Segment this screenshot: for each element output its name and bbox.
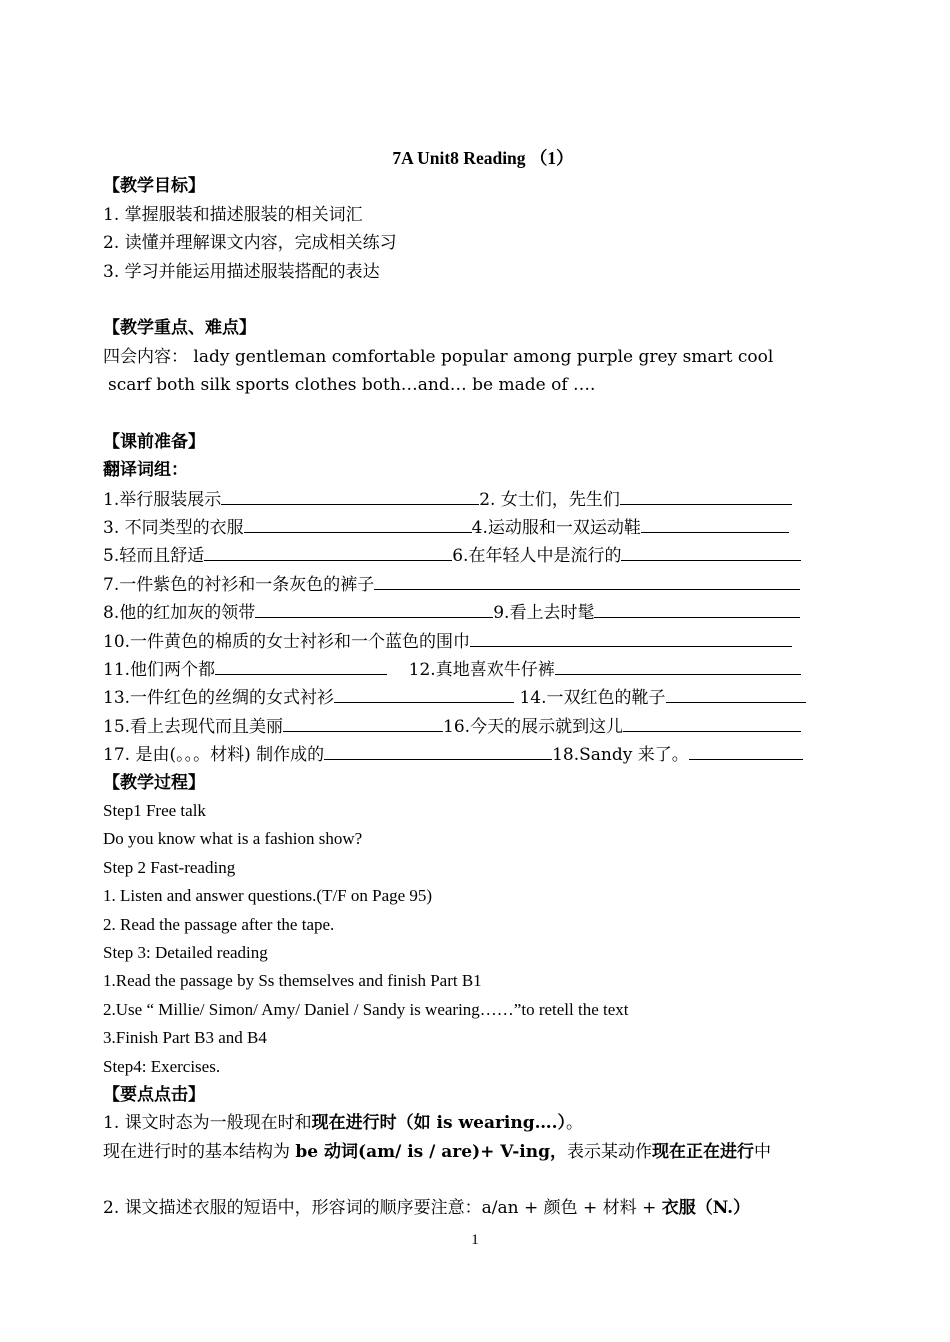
translation-row [103, 485, 863, 513]
phrase-prompt: 18.Sandy 来了。 [552, 745, 689, 766]
phrase-prompt: 16.今天的展示就到这儿 [443, 716, 624, 737]
process-step: Step4: Exercises. [103, 1056, 221, 1076]
translation-row [103, 740, 863, 768]
tip-text: 现在进行时的基本结构为 [103, 1141, 296, 1162]
tip-text: 表示某动作 [566, 1141, 652, 1162]
tip-text: 中 [753, 1141, 771, 1162]
translation-subheading: 翻译词组： [103, 460, 188, 481]
phrase-prompt: 12.真地喜欢牛仔裤 [408, 660, 555, 681]
answer-blank[interactable] [334, 683, 514, 703]
translation-row [103, 712, 863, 740]
answer-blank[interactable] [620, 485, 792, 505]
phrase-prompt: 4.运动服和一双运动鞋 [471, 518, 641, 539]
tips-heading: 【要点点击】 [103, 1084, 205, 1105]
answer-blank[interactable] [374, 570, 800, 590]
process-step: 1.Read the passage by Ss themselves and finish Part B1 [103, 971, 482, 991]
answer-blank[interactable] [689, 740, 803, 760]
key-points-vocab-line: scarf both silk sports clothes both…and… be made of …. [108, 375, 596, 396]
blank-line [103, 400, 863, 428]
phrase-prompt: 10.一件黄色的棉质的女士衬衫和一个蓝色的围巾 [103, 631, 471, 652]
tip-emphasis: 现在正在进行 [651, 1141, 754, 1162]
key-points-vocab-line: 四会内容： lady gentleman comfortable popular among purple grey smart cool [103, 346, 774, 367]
tip-paragraph [103, 1138, 863, 1166]
phrase-prompt: 1.举行服装展示 [103, 489, 222, 510]
objective-item: 2. 读懂并理解课文内容，完成相关练习 [103, 233, 397, 254]
answer-blank[interactable] [204, 541, 452, 561]
answer-blank[interactable] [215, 655, 387, 675]
phrase-prompt: 2. 女士们，先生们 [479, 489, 620, 510]
answer-blank[interactable] [470, 627, 792, 647]
phrase-prompt: 14.一双红色的靴子 [519, 688, 666, 709]
phrase-prompt: 15.看上去现代而且美丽 [103, 716, 284, 737]
process-step: 3.Finish Part B3 and B4 [103, 1028, 267, 1048]
phrase-prompt: 5.轻而且舒适 [103, 546, 205, 567]
tip-text: 2. 课文描述衣服的短语中，形容词的顺序要注意：a/an + 颜色 + 材料 + [103, 1198, 662, 1219]
process-heading: 【教学过程】 [103, 772, 205, 793]
answer-blank[interactable] [221, 485, 479, 505]
phrase-prompt: 7.一件紫色的衬衫和一条灰色的裤子 [103, 574, 375, 595]
process-step: 2.Use “ Millie/ Simon/ Amy/ Daniel / Sandy is wearing……”to retell the text [103, 999, 629, 1019]
answer-blank[interactable] [255, 598, 493, 618]
phrase-prompt: 6.在年轻人中是流行的 [452, 546, 622, 567]
phrase-prompt: 3. 不同类型的衣服 [103, 518, 244, 539]
page-number: 1 [471, 1232, 479, 1248]
tip-text: 1. 课文时态为一般现在时和 [103, 1113, 312, 1134]
answer-blank[interactable] [324, 740, 552, 760]
process-step: Step 3: Detailed reading [103, 942, 268, 962]
answer-blank[interactable] [283, 712, 443, 732]
tip-emphasis: 现在进行时（如 is wearing….） [311, 1113, 567, 1134]
process-step: 2. Read the passage after the tape. [103, 914, 335, 934]
objective-item: 3. 学习并能运用描述服装搭配的表达 [103, 261, 380, 282]
objective-item: 1. 掌握服装和描述服装的相关词汇 [103, 204, 363, 225]
process-step: Step1 Free talk [103, 800, 206, 820]
process-step: Step 2 Fast-reading [103, 857, 236, 877]
key-points-heading: 【教学重点、难点】 [103, 318, 256, 339]
answer-blank[interactable] [594, 598, 800, 618]
translation-row [103, 655, 863, 683]
phrase-prompt: 17. 是由(。。。材料) 制作成的 [103, 745, 325, 766]
document-title: 7A Unit8 Reading （1） [392, 148, 574, 168]
process-step: 1. Listen and answer questions.(T/F on Page 95) [103, 886, 433, 906]
process-step: Do you know what is a fashion show? [103, 829, 363, 849]
blank-line [103, 1166, 863, 1194]
translation-row [103, 570, 863, 598]
translation-row [103, 513, 863, 541]
objectives-heading: 【教学目标】 [103, 176, 205, 197]
phrase-prompt: 9.看上去时髦 [493, 603, 595, 624]
tip-paragraph [103, 1194, 863, 1222]
answer-blank[interactable] [555, 655, 801, 675]
document-body [103, 144, 863, 1223]
blank-line [103, 286, 863, 314]
answer-blank[interactable] [641, 513, 789, 533]
tip-emphasis: be 动词(am/ is / are)+ V-ing， [295, 1141, 567, 1162]
answer-blank[interactable] [666, 683, 806, 703]
translation-row [103, 683, 863, 711]
phrase-prompt: 13.一件红色的丝绸的女式衬衫 [103, 688, 335, 709]
answer-blank[interactable] [623, 712, 801, 732]
translation-row [103, 598, 863, 626]
translation-row [103, 627, 863, 655]
translation-row [103, 541, 863, 569]
tip-paragraph [103, 1109, 863, 1137]
phrase-prompt: 11.他们两个都 [103, 660, 216, 681]
answer-blank[interactable] [621, 541, 801, 561]
tip-text: 。 [566, 1113, 584, 1134]
preparation-heading: 【课前准备】 [103, 431, 205, 452]
tip-emphasis: 衣服（N.） [661, 1198, 751, 1219]
phrase-prompt: 8.他的红加灰的领带 [103, 603, 256, 624]
answer-blank[interactable] [244, 513, 472, 533]
